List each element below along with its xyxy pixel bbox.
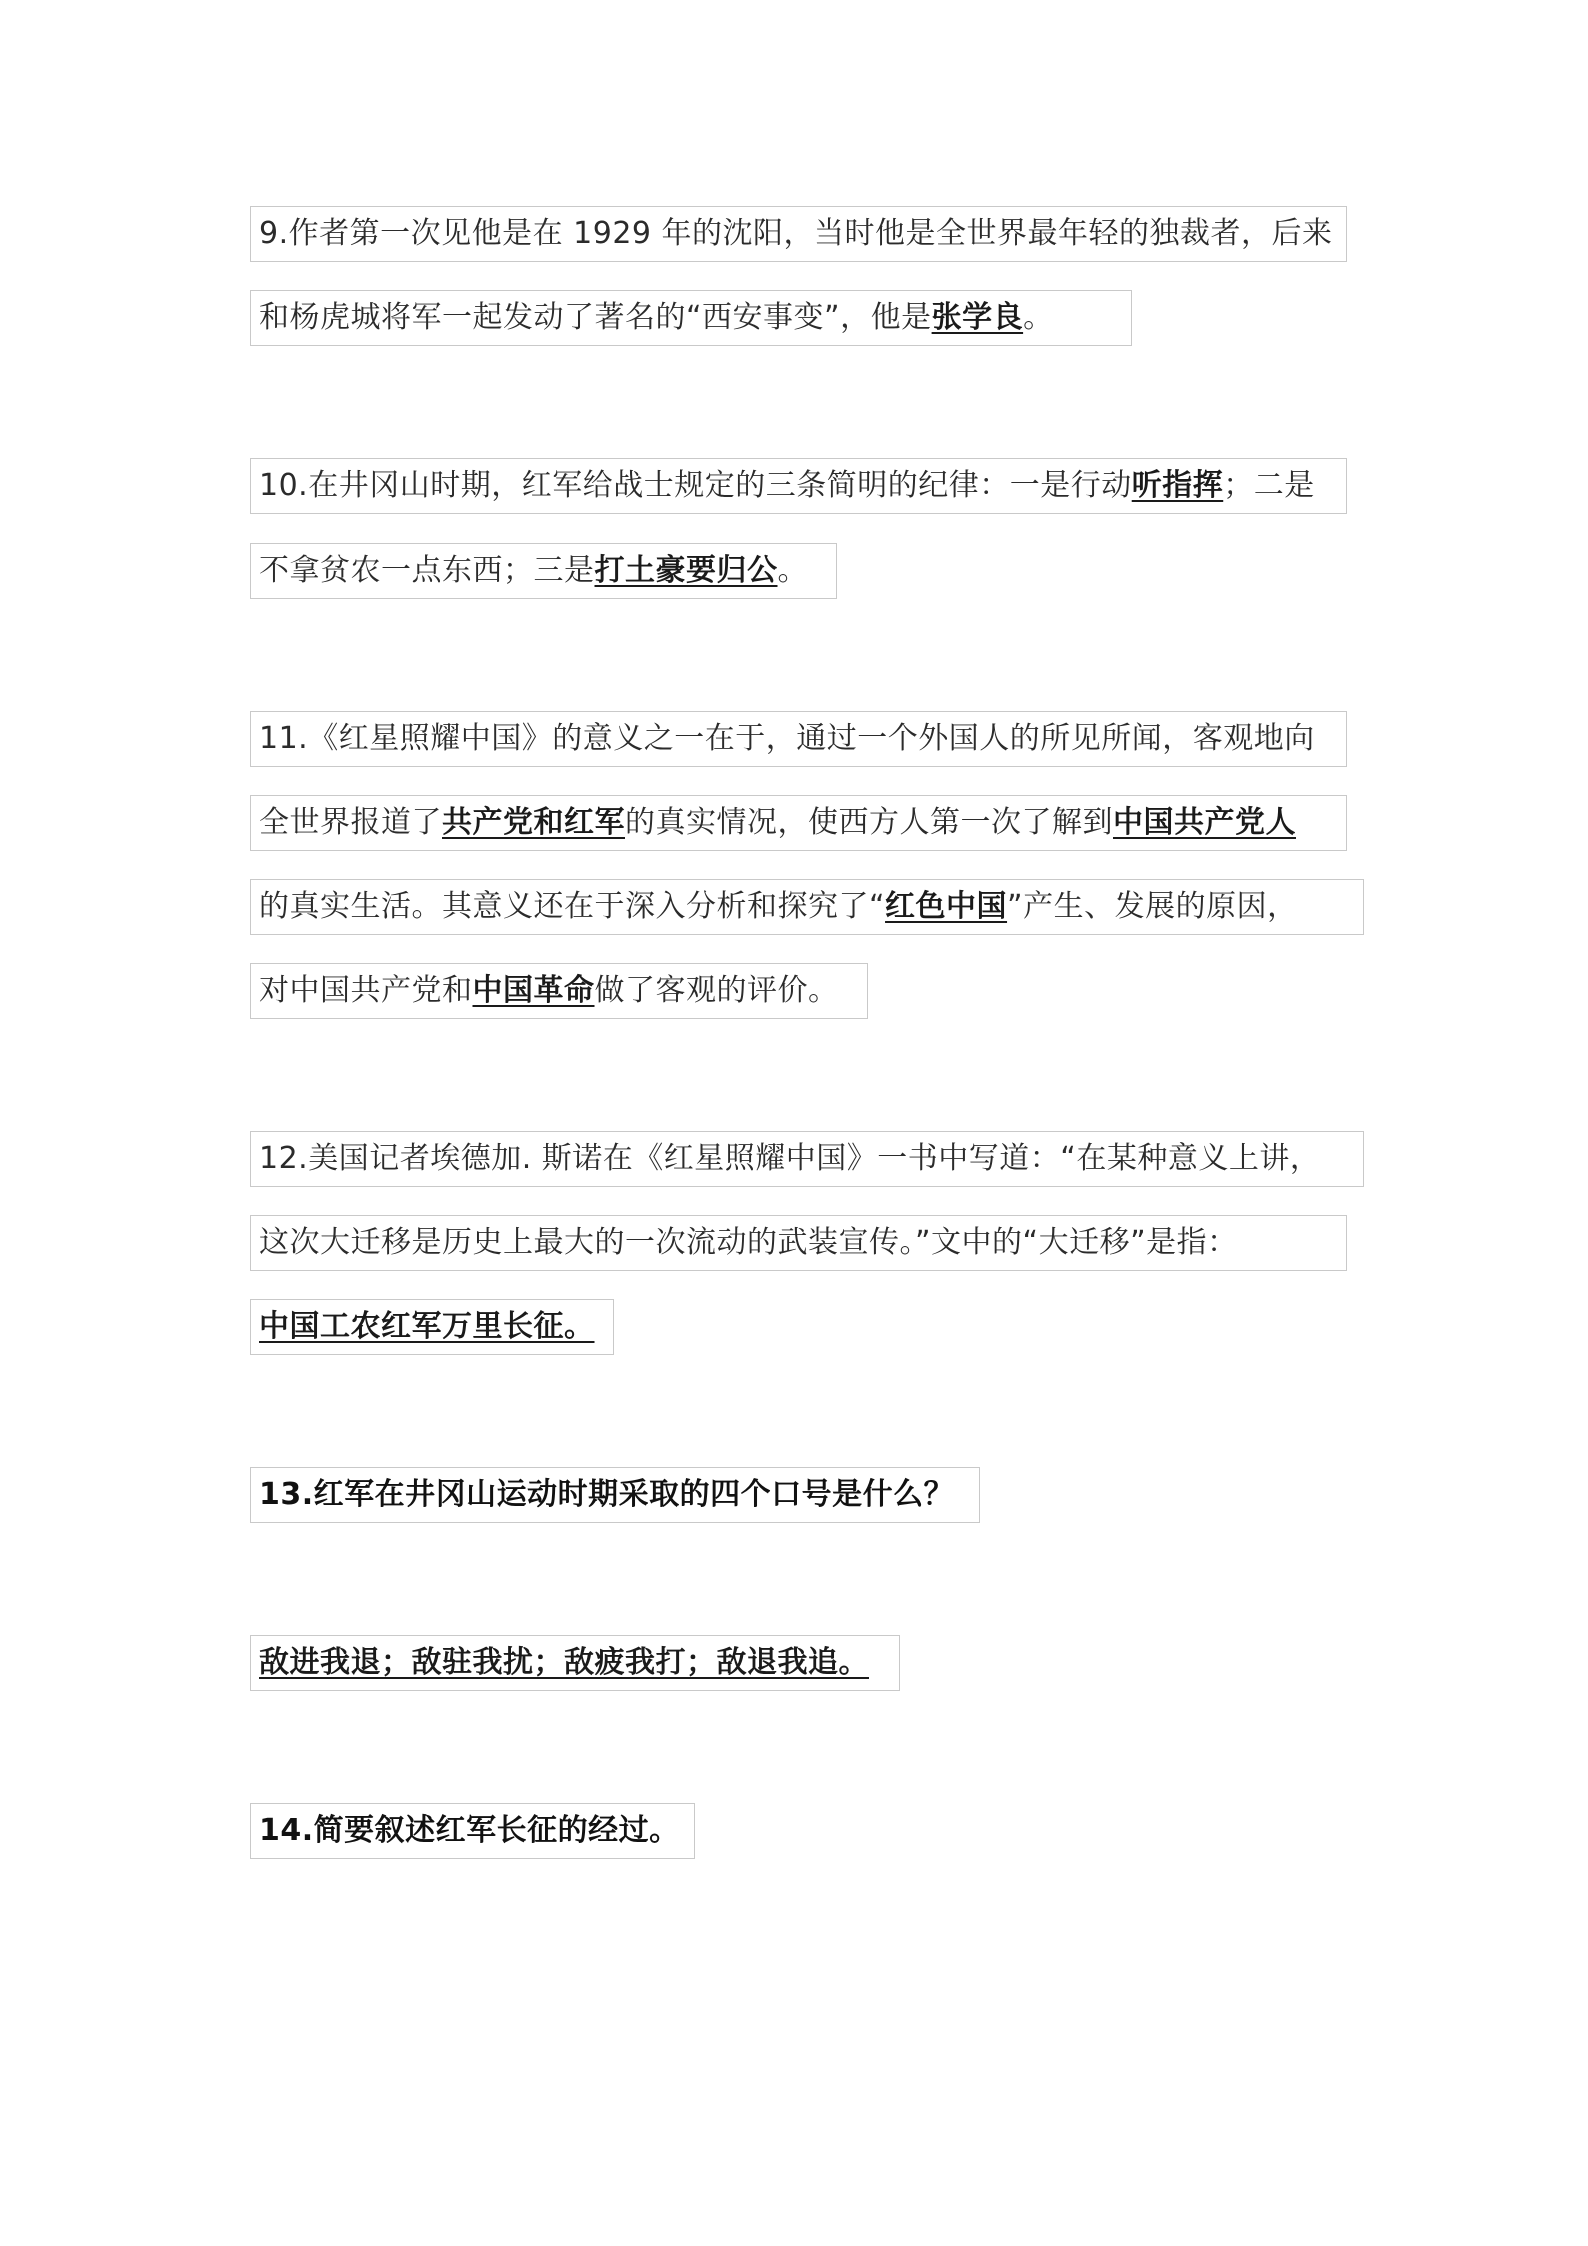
q9-line-2-text: 和杨虎城将军一起发动了著名的“西安事变”，他是 bbox=[259, 300, 932, 335]
q11-line-2 bbox=[250, 795, 1347, 851]
q13-answer: 敌进我退；敌驻我扰；敌疲我打；敌退我追。 bbox=[259, 1645, 869, 1680]
q13-answer-line bbox=[250, 1635, 900, 1691]
q10-line-2-end: 。 bbox=[777, 553, 808, 588]
q10-line-2 bbox=[250, 543, 837, 599]
q13-question-text: 13.红军在井冈山运动时期采取的四个口号是什么？ bbox=[259, 1477, 955, 1512]
q11-line-1-text: 11.《红星照耀中国》的意义之一在于，通过一个外国人的所见所闻，客观地向 bbox=[259, 721, 1315, 756]
q11-line-3-end: ”产生、发展的原因， bbox=[1007, 889, 1298, 924]
q11-answer-1: 共产党和红军 bbox=[442, 805, 625, 840]
q9-line-2-end: 。 bbox=[1023, 300, 1054, 335]
q10-answer-2: 打土豪要归公 bbox=[594, 553, 778, 588]
q11-answer-3: 红色中国 bbox=[885, 889, 1008, 924]
q11-answer-4: 中国革命 bbox=[472, 973, 595, 1008]
q11-line-2-mid: 的真实情况，使西方人第一次了解到 bbox=[625, 805, 1113, 840]
q12-line-3 bbox=[250, 1299, 614, 1355]
q11-line-4-text: 对中国共产党和 bbox=[259, 973, 473, 1008]
q13-question bbox=[250, 1467, 980, 1523]
q10-line-1 bbox=[250, 458, 1347, 514]
q10-answer-1: 听指挥 bbox=[1131, 468, 1224, 503]
q11-line-1 bbox=[250, 711, 1347, 767]
q12-line-2-text: 这次大迁移是历史上最大的一次流动的武装宣传。”文中的“大迁移”是指： bbox=[259, 1225, 1238, 1260]
q12-line-2 bbox=[250, 1215, 1347, 1271]
q12-answer: 中国工农红军万里长征。 bbox=[259, 1309, 595, 1344]
q9-line-2 bbox=[250, 290, 1132, 346]
q10-line-2-text: 不拿贫农一点东西；三是 bbox=[259, 553, 595, 588]
q12-line-1-text: 12.美国记者埃德加. 斯诺在《红星照耀中国》一书中写道：“在某种意义上讲， bbox=[259, 1141, 1321, 1176]
q9-answer: 张学良 bbox=[931, 300, 1024, 335]
q11-line-3 bbox=[250, 879, 1364, 935]
q12-line-1 bbox=[250, 1131, 1364, 1187]
q11-answer-2: 中国共产党人 bbox=[1113, 805, 1296, 840]
q10-line-1-end: ；二是 bbox=[1223, 468, 1315, 503]
q11-line-4-end: 做了客观的评价。 bbox=[594, 973, 839, 1008]
q11-line-2-text: 全世界报道了 bbox=[259, 805, 442, 840]
q14-question bbox=[250, 1803, 695, 1859]
q10-line-1-text: 10.在井冈山时期，红军给战士规定的三条简明的纪律：一是行动 bbox=[259, 468, 1132, 503]
q9-line-1-text: 9.作者第一次见他是在 1929 年的沈阳，当时他是全世界最年轻的独裁者，后来 bbox=[259, 216, 1333, 251]
q11-line-3-text: 的真实生活。其意义还在于深入分析和探究了“ bbox=[259, 889, 886, 924]
q9-line-1 bbox=[250, 206, 1347, 262]
q14-question-text: 14.简要叙述红军长征的经过。 bbox=[259, 1813, 680, 1848]
q11-line-4 bbox=[250, 963, 868, 1019]
